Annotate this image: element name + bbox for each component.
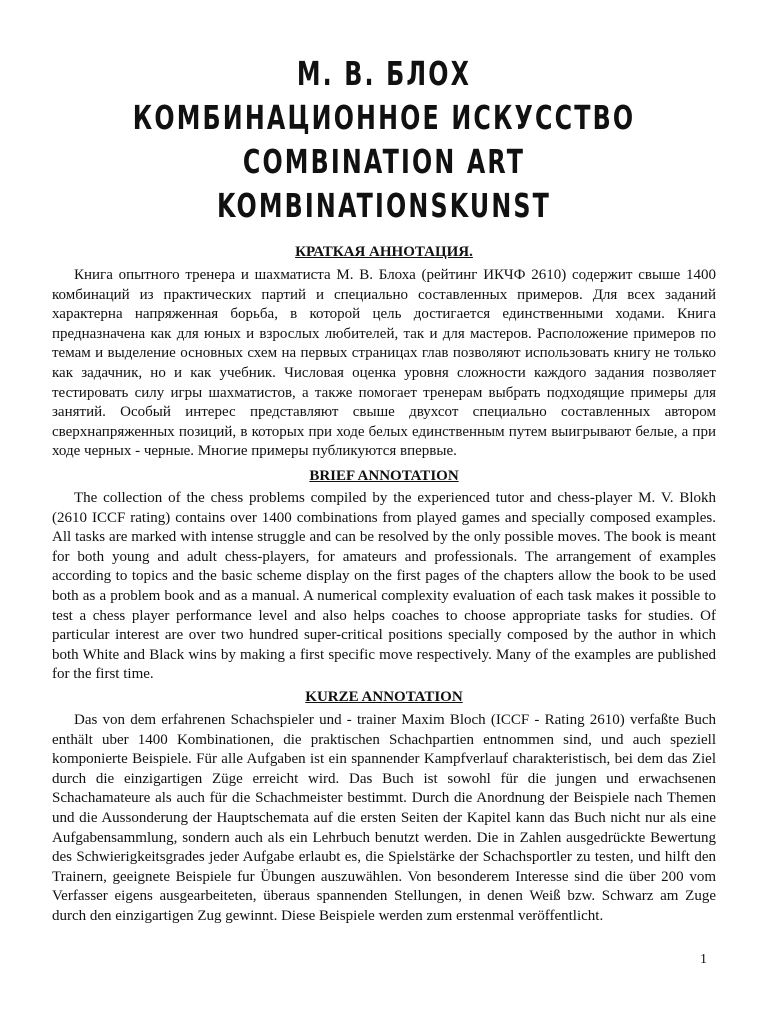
author-title: М. В. БЛОХ: [296, 54, 472, 93]
page-number: 1: [700, 952, 707, 967]
title-russian: КОМБИНАЦИОННОЕ ИСКУССТВО: [132, 98, 636, 137]
english-annotation-heading: BRIEF ANNOTATION: [309, 468, 459, 484]
german-annotation-text: Das von dem erfahrenen Schachspieler und - trainer Maxim Bloch (ICCF - Rating 2610) verfaßte Buch enthält uber 1400 Kombinationen, die praktischen Schachpartien entnommen sind, und auch speziell komponierte Beispiele. Für alle Aufgaben ist ein spannender Kampfverlauf charakteristisch, bei dem das Ziel durch die einzigartigen Züge erreicht wird. Das Buch ist sowohl für die jungen und erwachsenen Schachamateure als auch für die Schachmeister bestimmt. Durch die Anordnung der Beispiele nach Themen und die Aussonderung der Hauptschemata auf die ersten Seiten der Kapitel kann das Buch nicht nur als eine Aufgabensammlung, sondern auch als ein Lehrbuch benutzt werden. Die in Zahlen ausgedrückte Bewertung des Schwierigkeitsgrades jeder Aufgabe erlaubt es, die Spielstärke der Schachsportler zu testen, und hilft den Trainern, geeignete Beispiele fur Übungen auszuwählen. Von besonderem Interesse sind die über 200 vom Verfasser eigens ausgearbeiteten, überaus spannenden Stellungen, in denen Weiß bzw. Schwarz am Zuge durch den einzigartigen Zug gewinnt. Diese Beispiele werden zum erstenmal veröffentlicht.: [52, 712, 716, 924]
title-german: KOMBINATIONSKUNST: [216, 186, 552, 225]
english-annotation-text: The collection of the chess problems compiled by the experienced tutor and chess-player M. V. Blokh (2610 ICCF rating) contains over 1400 combinations from played games and specially composed examples. All tasks are marked with intense struggle and can be resolved by the only possible moves. The book is meant for both young and adult chess-players, for amateurs and professionals. The arrangement of examples according to topics and the basic scheme display on the first pages of the chapters allow the book to be used both as a problem book and as a manual. A numerical complexity evaluation of each task makes it possible to test a chess player performance level and also helps coaches to choose appropriate tasks for studies. Of particular interest are over two hundred super-critical positions specially composed by the author in which both White and Black wins by making a first specific move respectively. Many of the examples are published for the first time.: [52, 490, 716, 683]
title-english: COMBINATION ART: [242, 142, 526, 181]
russian-annotation-text: Книга опытного тренера и шахматиста М. В. Блоха (рейтинг ИКЧФ 2610) содержит свыше 1400 комбинаций из практических партий и специально составленных примеров. Для всех заданий характерна напряженная борьба, в которой цель достигается единственными ходами. Книга предназначена как для юных и взрослых любителей, так и для мастеров. Расположение примеров по темам и выделение основных схем на первых страницах глав позволяют использовать книгу не только как задачник, но и как учебник. Числовая оценка уровня сложности каждого задания позволяет тестировать силу игры шахматистов, а также помогает тренерам выбрать подходящие примеры для занятий. Особый интерес представляют свыше двухсот специально составленных автором сверхнапряженных позиций, в которых при ходе белых единственным путем выигрывают белые, а при ходе черных - черные. Многие примеры публикуются впервые.: [52, 267, 716, 460]
german-annotation-heading: KURZE ANNOTATION: [305, 689, 463, 705]
title-block: [0, 52, 768, 228]
russian-annotation-heading: КРАТКАЯ АННОТАЦИЯ.: [295, 244, 473, 260]
